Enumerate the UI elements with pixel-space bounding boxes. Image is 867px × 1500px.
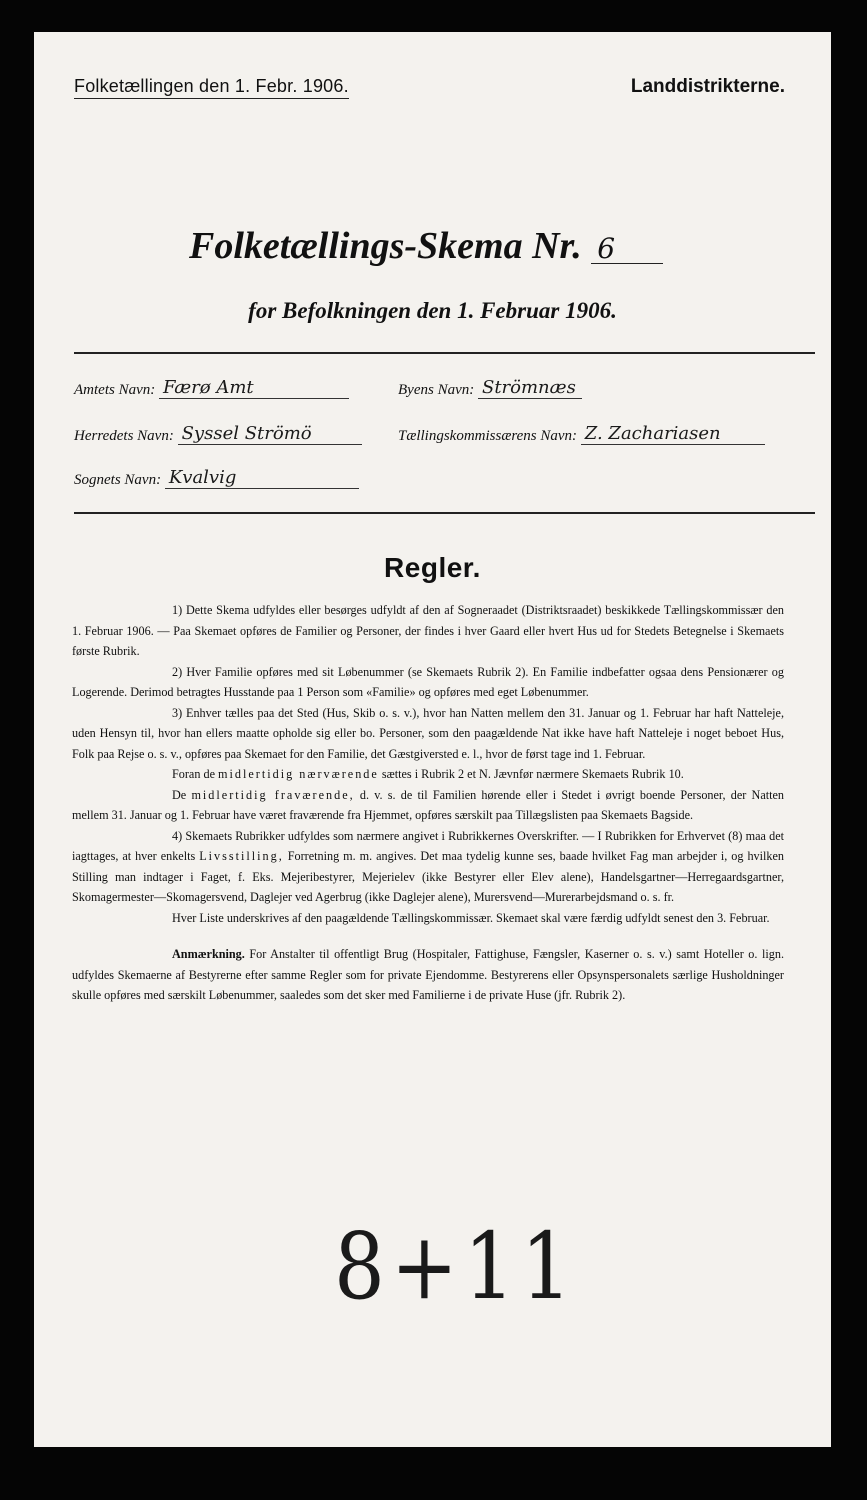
rule-3c-pre: De	[172, 787, 187, 802]
amt-label: Amtets Navn:	[74, 382, 156, 398]
rule-paragraph-1: 1) Dette Skema udfyldes eller besørges udfyldt af den af Sogneraadet (Distriktsraadet) beskikkede Tællingskommissær den 1. Februar 1906. — Paa Skemaet opføres de Familier og Personer, der findes i hver Gaard eller hvert Hus ud for Stedets Betegnelse i Skemaets første Rubrik.	[72, 603, 784, 658]
handwritten-note: 8+11	[334, 1213, 578, 1320]
note-label: Anmærkning.	[172, 947, 245, 961]
rule-3c-post: d. v. s. de til Familien hørende eller i Stedet i øvrigt boende Personer, der Natten mellem 31. Januar og 1. Februar have været fraværende fra Hjemmet, opføres særskilt paa Tillægslisten paa Skemaets Bagside.	[72, 787, 785, 822]
rule-4-post: Forretning m. m. angives. Det maa tydelig kunne ses, baade hvilket Fag man arbejder i, og hvilken Stilling man indtager i Faget, f. Eks. Mejeribestyrer, Mejerielev (ikke Bestyrer eller Elev alene), Handelsgartner—Herregaardsgartner, Skomagermester—Skomagersvend, Daglejer ved Agerbrug (ikke Daglejer alene), Murersvend—Murerarbejdsmand o. s. fr.	[72, 849, 785, 904]
amt-value: Færø Amt	[159, 378, 349, 399]
form-title	[189, 224, 663, 268]
herred-field	[74, 424, 362, 445]
rule-3b-spaced: midlertidig nærværende	[218, 767, 379, 781]
form-number-value: 6	[591, 235, 663, 264]
sogn-field	[74, 468, 359, 489]
herred-label: Herredets Navn:	[74, 428, 174, 444]
rule-paragraph-3: 3) Enhver tælles paa det Sted (Hus, Skib o. s. v.), hvor han Natten mellem den 31. Januar og 1. Februar har haft Natteleje, uden Hensyn til, hvor han ellers maatte opholde sig eller bo. Personer, som den paagældende Nat ikke have haft Natteleje i noget beboet Hus, Folk paa Rejse o. s. v., opføres paa Skemaet for den Familie, det Gæstgiversted e. l., hvor de først tage ind 1. Februar.	[72, 705, 784, 761]
rules-body	[72, 600, 784, 1006]
rule-4-pre: 4) Skemaets Rubrikker udfyldes som nærmere angivet i Rubrikkernes Overskrifter. — I Rubrikken for Erhvervet (8) maa det iagttages, at hver enkelts	[72, 828, 784, 863]
form-subtitle: for Befolkningen den 1. Februar 1906.	[248, 298, 617, 323]
kommissaer-field	[398, 424, 765, 445]
sogn-value: Kvalvig	[165, 468, 359, 489]
rule-paragraph-3c	[72, 785, 784, 826]
byens-label: Byens Navn:	[398, 382, 475, 398]
kommissaer-value: Z. Zachariasen	[581, 424, 765, 445]
sogn-label: Sognets Navn:	[74, 472, 162, 488]
byens-value: Strömnæs	[478, 378, 582, 399]
rules-heading: Regler.	[384, 552, 481, 583]
rule-paragraph-3b	[72, 764, 784, 785]
note-text: For Anstalter til offentligt Brug (Hospitaler, Fattighuse, Fængsler, Kaserner o. s. v.) samt Hoteller o. lign. udfyldes Skemaerne af Bestyrerne efter samme Regler som for private Ejendomme. Bestyrerens eller Opsynspersonalets særlige Husholdninger skulle opføres med særskilt Løbenummer, saaledes som det sker med Familierne i de private Huse (jfr. Rubrik 2).	[72, 947, 784, 1002]
amt-field	[74, 378, 349, 399]
rule-note	[72, 944, 784, 1006]
kommissaer-label: Tællingskommissærens Navn:	[398, 428, 578, 444]
herred-value: Syssel Strömö	[178, 424, 362, 445]
rule-4-spaced: Livsstilling,	[199, 849, 284, 863]
rule-paragraph-4b: Hver Liste underskrives af den paagældende Tællingskommissær. Skemaet skal være færdig udfyldt senest den 3. Februar.	[172, 910, 770, 925]
census-form-sheet	[34, 32, 831, 1447]
form-title-text: Folketællings-Skema Nr.	[189, 225, 582, 267]
rule-3c-spaced: midlertidig fraværende,	[191, 787, 355, 802]
divider-bottom	[74, 512, 815, 514]
form-header-date: Folketællingen den 1. Febr. 1906.	[74, 76, 349, 99]
byens-field	[398, 378, 582, 399]
rule-paragraph-4	[72, 826, 784, 908]
rule-3b-pre: Foran de	[172, 767, 215, 781]
divider-top	[74, 352, 815, 354]
form-header-district: Landdistrikterne.	[630, 76, 785, 97]
rule-paragraph-2: 2) Hver Familie opføres med sit Løbenummer (se Skemaets Rubrik 2). En Familie indbefatter ogsaa dens Pensionærer og Logerende. Derimod betragtes Husstande paa 1 Person som «Familie» og opføres med eget Løbenummer.	[72, 664, 784, 699]
rule-3b-post: sættes i Rubrik 2 et N. Jævnfør nærmere Skemaets Rubrik 10.	[381, 767, 684, 781]
